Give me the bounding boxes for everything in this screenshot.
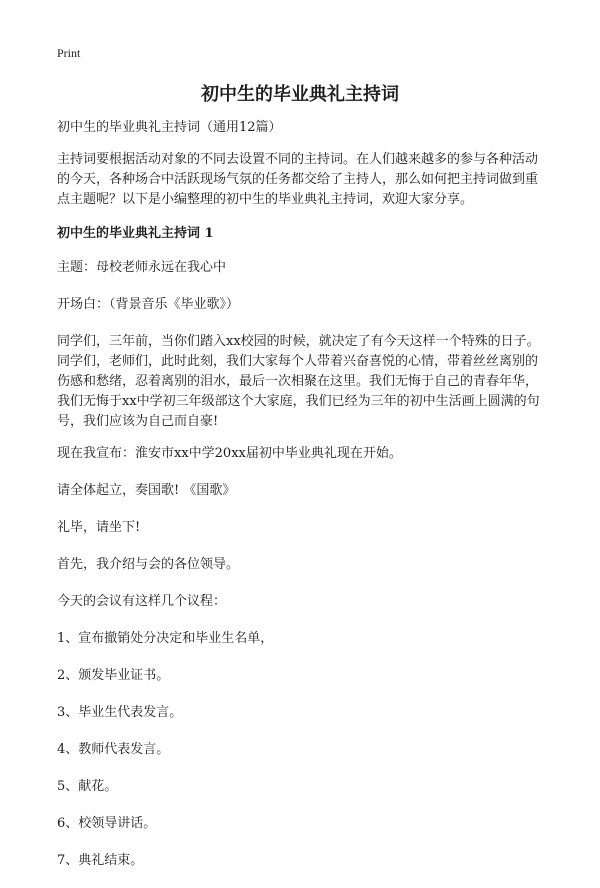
document-body (57, 118, 547, 888)
speech-paragraph: 同学们，三年前，当你们踏入xx校园的时候，就决定了有今天这样一个特殊的日子。同学们，老师们，此时此刻，我们大家每个人带着兴奋喜悦的心情，带着丝丝离别的伤感和愁绪，忍着离别的泪水，最后一次相聚在这里。我们无悔于自己的青春年华，我们无悔于xx中学初三年级部这个大家庭，我们已经为三年的初中生活画上圆满的句号，我们应该为自己而自豪! (57, 334, 540, 429)
section-heading: 初中生的毕业典礼主持词 1 (57, 226, 214, 241)
theme-line: 主题：母校老师永远在我心中 (57, 260, 227, 275)
agenda-item: 5、献花。 (57, 779, 118, 794)
opening-line: 开场白：（背景音乐《毕业歌》） (57, 297, 240, 312)
announce-line: 现在我宣布：淮安市xx中学20xx届初中毕业典礼现在开始。 (57, 446, 402, 461)
agenda-item: 6、校领导讲话。 (57, 816, 157, 831)
document-subtitle: 初中生的毕业典礼主持词（通用12篇） (57, 120, 282, 135)
introduce-line: 首先，我介绍与会的各位领导。 (57, 557, 240, 572)
agenda-item: 2、颁发毕业证书。 (57, 668, 170, 683)
anthem-line: 请全体起立，奏国歌! 《国歌》 (57, 483, 236, 498)
agenda-item: 7、典礼结束。 (57, 853, 144, 868)
intro-paragraph: 主持词要根据活动对象的不同去设置不同的主持词。在人们越来越多的参与各种活动的今天，各种场合中活跃现场气氛的任务都交给了主持人，那么如何把主持词做到重点主题呢？以下是小编整理的初中生的毕业典礼主持词，欢迎大家分享。 (57, 152, 539, 207)
page-title: 初中生的毕业典礼主持词 (201, 84, 399, 105)
agenda-item: 3、毕业生代表发言。 (57, 705, 183, 720)
sit-line: 礼毕，请坐下! (57, 520, 141, 535)
print-link[interactable]: Print (57, 46, 81, 60)
agenda-item: 4、教师代表发言。 (57, 742, 170, 757)
agenda-item: 1、宣布撤销处分决定和毕业生名单， (57, 631, 274, 646)
agenda-intro: 今天的会议有这样几个议程： (57, 594, 227, 609)
